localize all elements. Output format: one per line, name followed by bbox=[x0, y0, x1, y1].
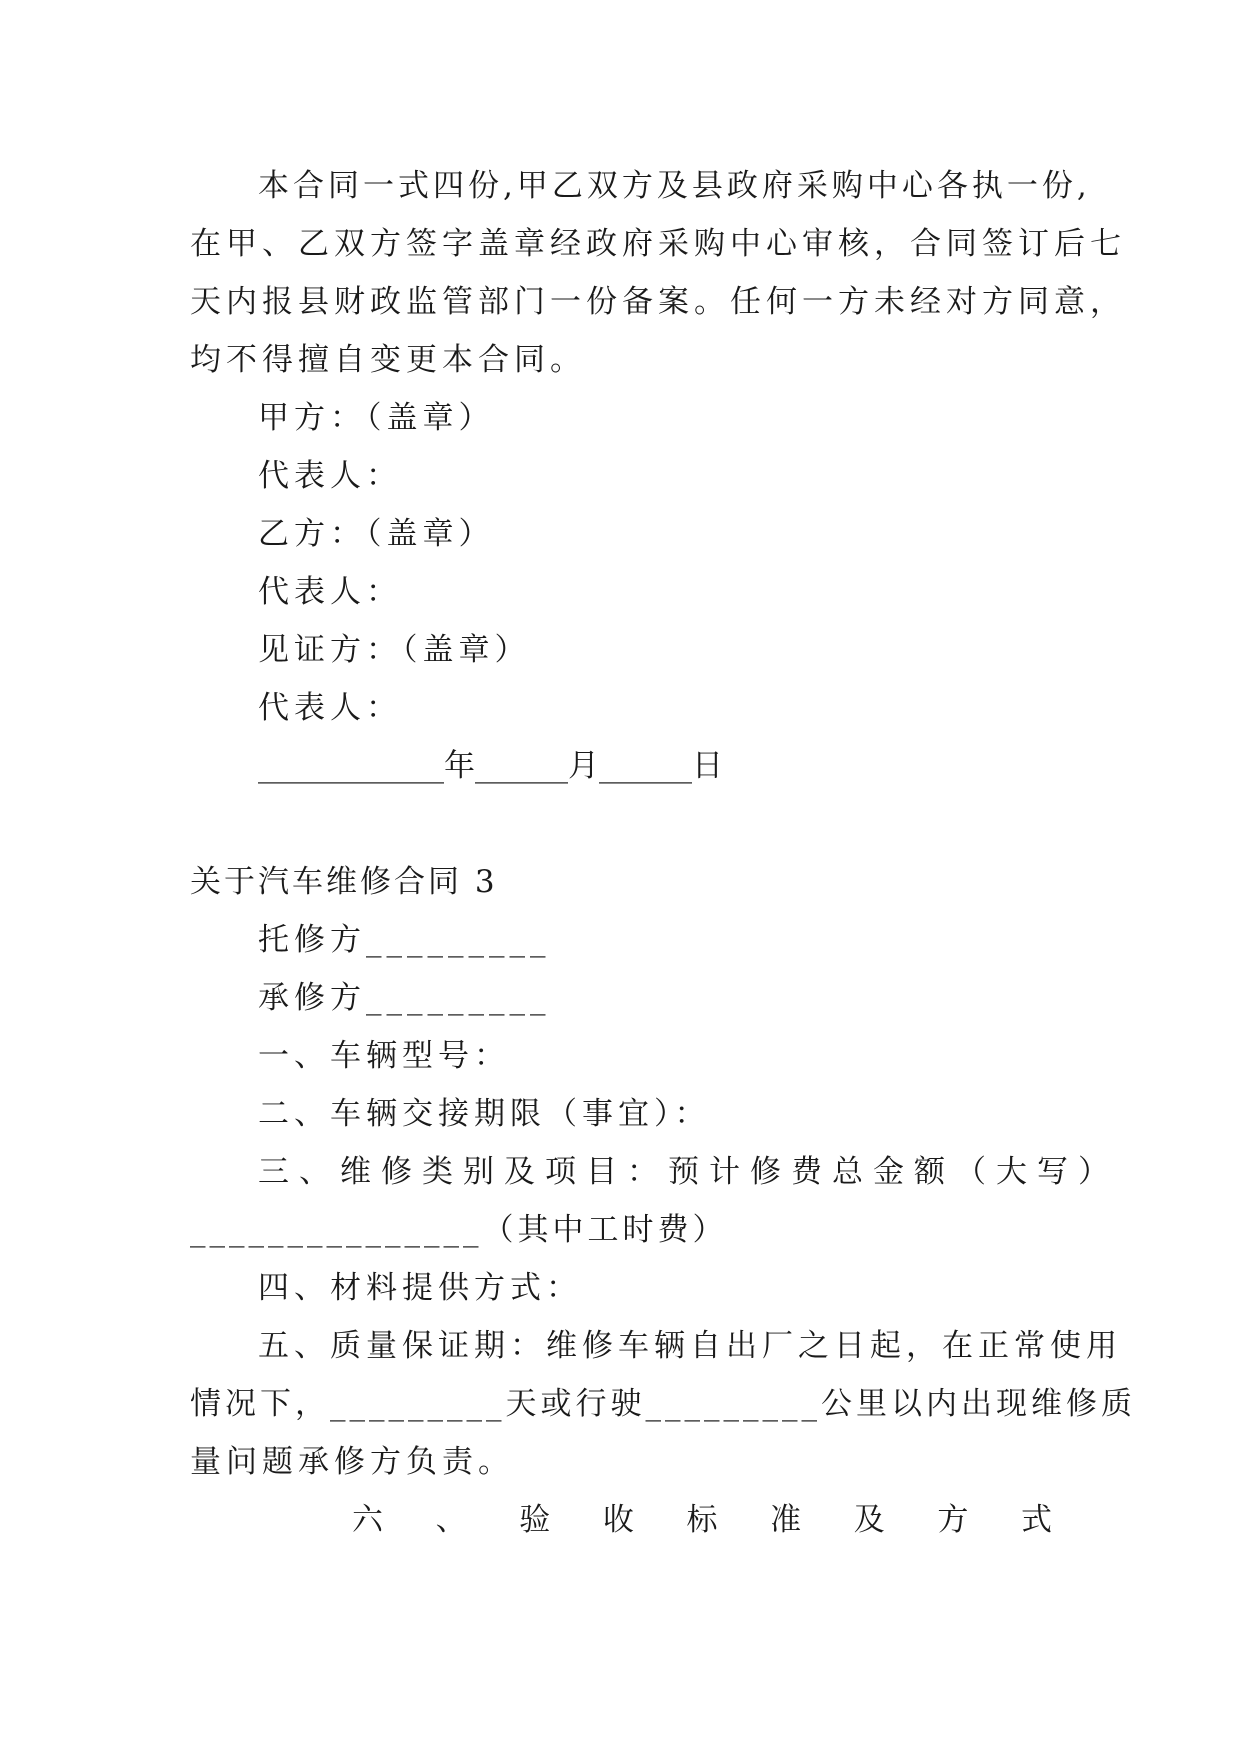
clause-6-char: 六 bbox=[352, 1502, 383, 1538]
clause-6-char: 收 bbox=[602, 1502, 634, 1538]
party-a-representative: 代表人： bbox=[258, 458, 402, 494]
clause-6-char: 准 bbox=[770, 1502, 802, 1538]
clause-6-char: 及 bbox=[853, 1502, 885, 1538]
clause-5-line-2: 情况下，_________天或行驶_________公里以内出现维修质 bbox=[190, 1386, 1136, 1422]
clause-3-line-1: 三、维修类别及项目：预计修费总金额（大写） bbox=[258, 1154, 1119, 1190]
clause-6-char: 标 bbox=[686, 1502, 718, 1538]
clause-2: 二、车辆交接期限（事宜）： bbox=[258, 1096, 711, 1132]
clause-6-heading bbox=[352, 1500, 1052, 1540]
clause-6-char: 验 bbox=[519, 1502, 551, 1538]
clause-6-char: 、 bbox=[435, 1502, 467, 1538]
consignor-field: 托修方_________ bbox=[258, 922, 551, 958]
witness-seal: 见证方：（盖章） bbox=[258, 632, 531, 668]
witness-representative: 代表人： bbox=[258, 690, 402, 726]
paragraph-line: 在甲、乙双方签字盖章经政府采购中心审核，合同签订后七 bbox=[190, 226, 1126, 262]
party-a-seal: 甲方：（盖章） bbox=[258, 400, 495, 436]
clause-3-line-2: _______________（其中工时费） bbox=[190, 1212, 728, 1248]
contractor-field: 承修方_________ bbox=[258, 980, 551, 1016]
party-b-representative: 代表人： bbox=[258, 574, 402, 610]
clause-6-char: 式 bbox=[1021, 1502, 1052, 1538]
date-line: ____________年______月______日 bbox=[258, 748, 723, 784]
clause-5-line-3: 量问题承修方负责。 bbox=[190, 1444, 514, 1480]
clause-6-char: 方 bbox=[937, 1502, 969, 1538]
paragraph-line: 本合同一式四份,甲乙双方及县政府采购中心各执一份, bbox=[258, 168, 1091, 204]
paragraph-line: 天内报县财政监管部门一份备案。任何一方未经对方同意， bbox=[190, 284, 1126, 320]
paragraph-line: 均不得擅自变更本合同。 bbox=[190, 342, 586, 378]
clause-5-line-1: 五、质量保证期：维修车辆自出厂之日起，在正常使用 bbox=[258, 1328, 1122, 1364]
section-heading: 关于汽车维修合同 3 bbox=[190, 864, 498, 900]
party-b-seal: 乙方：（盖章） bbox=[258, 516, 495, 552]
clause-1: 一、车辆型号： bbox=[258, 1038, 510, 1074]
clause-4: 四、材料提供方式： bbox=[258, 1270, 582, 1306]
